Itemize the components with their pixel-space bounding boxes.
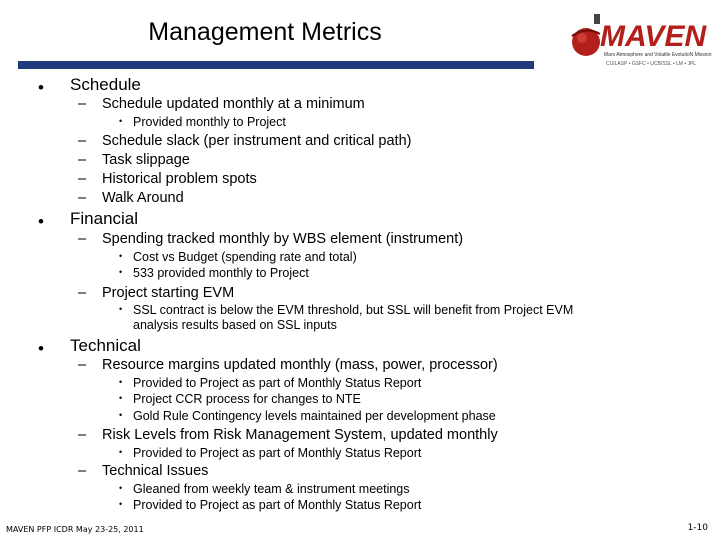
item-text: Task slippage — [102, 152, 190, 168]
section-heading-technical: Technical — [70, 336, 141, 355]
logo-partners: CU/LASP • GSFC • UCB/SSL • LM • JPL — [606, 61, 697, 67]
bullet-dot: • — [119, 483, 123, 493]
item-text: Spending tracked monthly by WBS element (instrument) — [102, 231, 464, 247]
dash-bullet: – — [78, 171, 87, 187]
subitem-text: SSL contract is below the EVM threshold, but SSL will benefit from Project EVM — [133, 303, 574, 317]
subitem-text: Provided to Project as part of Monthly Status Report — [133, 376, 422, 390]
maven-logo — [566, 12, 712, 70]
title-underline — [18, 61, 534, 69]
bullet-dot: • — [38, 78, 44, 97]
item-text: Resource margins updated monthly (mass, power, processor) — [102, 357, 498, 373]
dash-bullet: – — [78, 231, 87, 247]
subitem-text: Gold Rule Contingency levels maintained per development phase — [133, 409, 496, 423]
dash-bullet: – — [78, 357, 87, 373]
dash-bullet: – — [78, 427, 87, 443]
section-heading-schedule: Schedule — [70, 75, 141, 94]
bullet-dot: • — [38, 339, 44, 358]
bullet-dot: • — [119, 377, 123, 387]
logo-wordmark: MAVEN — [600, 20, 707, 53]
item-text: Project starting EVM — [102, 285, 235, 301]
subitem-text: Provided to Project as part of Monthly Status Report — [133, 498, 422, 512]
dash-bullet: – — [78, 190, 87, 206]
bullet-dot: • — [119, 499, 123, 509]
bullet-dot: • — [119, 447, 123, 457]
item-text: Technical Issues — [102, 463, 209, 479]
bullet-dot: • — [38, 212, 44, 231]
bullet-dot: • — [119, 393, 123, 403]
bullet-dot: • — [119, 304, 123, 314]
item-text: Walk Around — [102, 190, 184, 206]
subitem-text: Provided monthly to Project — [133, 115, 286, 129]
subitem-text: Provided to Project as part of Monthly Status Report — [133, 446, 422, 460]
item-text: Schedule slack (per instrument and critical path) — [102, 133, 412, 149]
bullet-dot: • — [119, 410, 123, 420]
section-heading-financial: Financial — [70, 209, 139, 228]
subitem-text: analysis results based on SSL inputs — [133, 318, 337, 332]
item-text: Schedule updated monthly at a minimum — [102, 96, 365, 112]
item-text: Historical problem spots — [102, 171, 257, 187]
subitem-text: Project CCR process for changes to NTE — [133, 392, 361, 406]
dash-bullet: – — [78, 463, 87, 479]
dash-bullet: – — [78, 285, 87, 301]
logo-tagline: Mars Atmosphere and Volatile EvolutioN Mission — [604, 52, 712, 58]
item-text: Risk Levels from Risk Management System, updated monthly — [102, 427, 498, 443]
bullet-dot: • — [119, 251, 123, 261]
subitem-text: 533 provided monthly to Project — [133, 266, 309, 280]
subitem-text: Cost vs Budget (spending rate and total) — [133, 250, 357, 264]
slide-title: Management Metrics — [148, 18, 382, 46]
bullet-dot: • — [119, 116, 123, 126]
subitem-text: Gleaned from weekly team & instrument meetings — [133, 482, 410, 496]
dash-bullet: – — [78, 152, 87, 168]
dash-bullet: – — [78, 96, 87, 112]
bullet-dot: • — [119, 267, 123, 277]
footer-left-text: MAVEN PFP ICDR May 23-25, 2011 — [6, 525, 144, 534]
dash-bullet: – — [78, 133, 87, 149]
page-number: 1-10 — [687, 523, 708, 533]
